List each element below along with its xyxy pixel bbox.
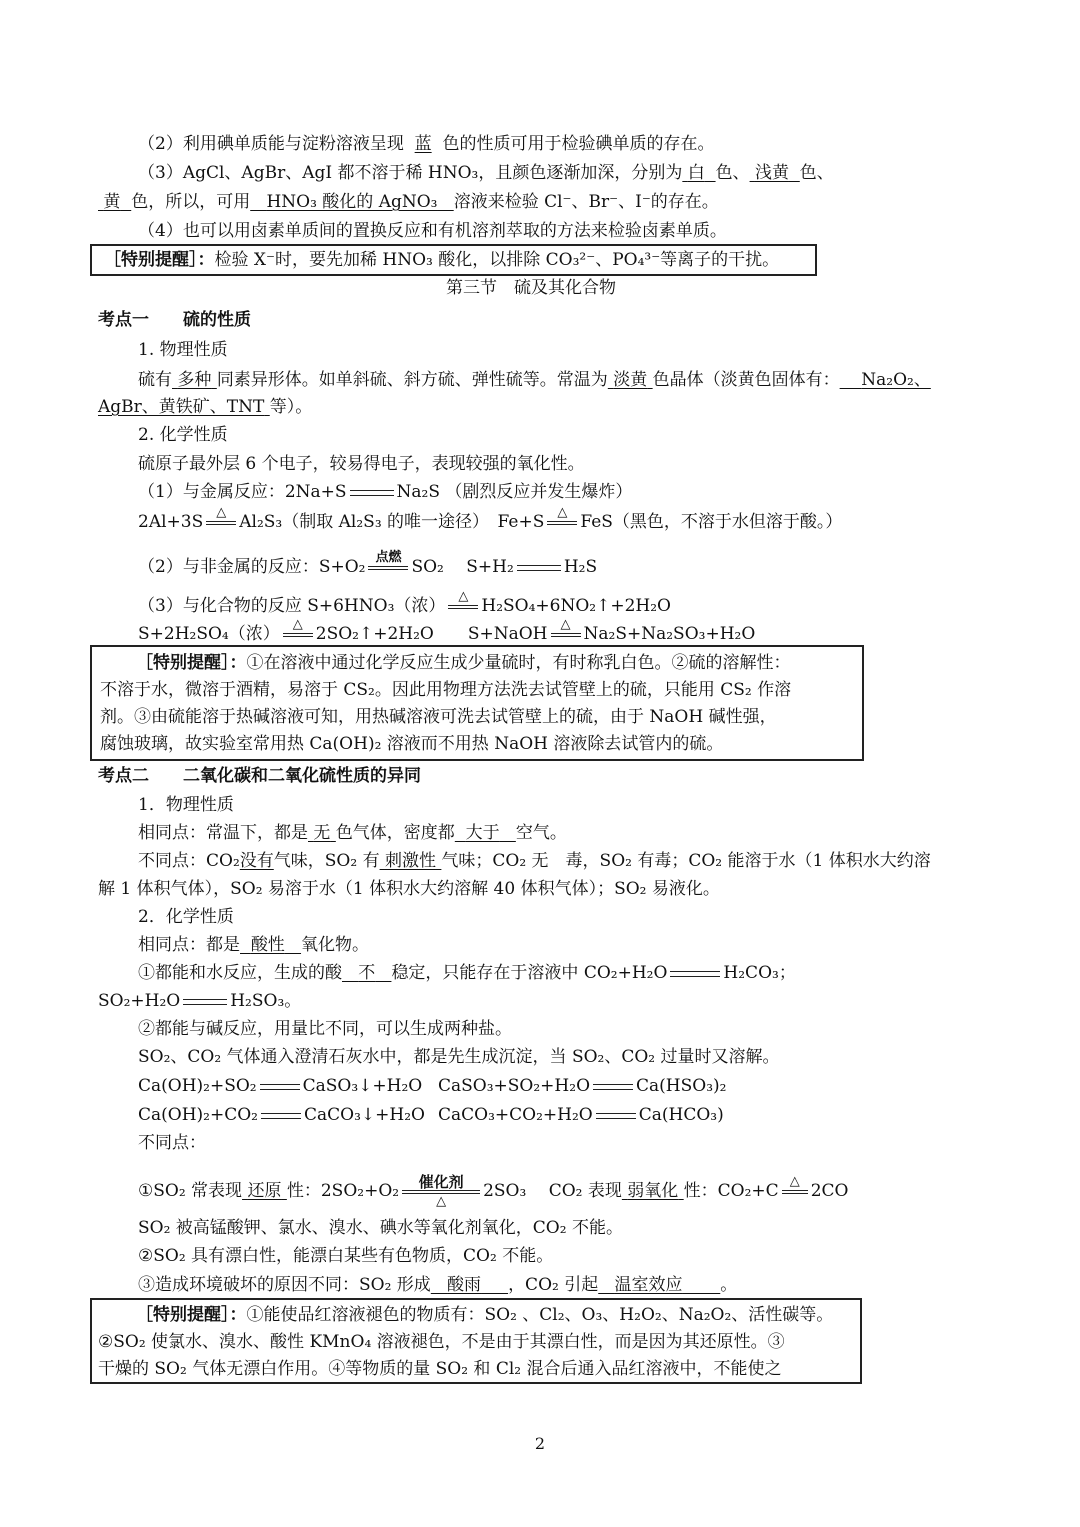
key-point-heading: 考点一 硫的性质 [98,310,251,330]
answer-blank: AgBr、黄铁矿、TNT [98,397,265,417]
heat-condition: △ [216,504,227,520]
heat-equals-sign [448,588,478,609]
reaction-line: ①SO₂ 常表现 还原 性：2SO₂+O₂ 催化剂 △ 2SO₃ CO₂ 表现 弱氧化 性：CO₂+C △ 2CO [138,1172,849,1209]
text-line: 不同点：CO₂没有气味，SO₂ 有 刺激性 气味；CO₂ 无 毒，SO₂ 有毒；CO₂ 能溶于水（1 体积水大约溶 [138,851,931,871]
answer-blank: 刺激性 [384,851,436,871]
subsection-title: 2．化学性质 [138,907,234,927]
heat-equals-sign [283,616,313,637]
answer-blank: 浅黄 [754,163,789,183]
heat-condition: △ [458,588,469,604]
heat-condition: △ [436,1193,447,1209]
text-line: ③造成环境破坏的原因不同：SO₂ 形成 酸雨 ，CO₂ 引起 温室效应 。 [138,1275,738,1295]
heat-condition: △ [560,616,571,632]
equals-sign [596,1112,636,1120]
answer-blank: 还原 [247,1181,282,1201]
special-reminder-box: ［特别提醒］：①能使品红溶液褪色的物质有：SO₂ 、Cl₂、O₃、H₂O₂、Na₂O₂、活性碳等。 ②SO₂ 使氯水、溴水、酸性 KMnO₄ 溶液褪色，不是由于其漂白性，而是因为其还原性。③ 干燥的 SO₂ 气体无漂白作用。④等物质的量 SO₂ 和 Cl₂ 混合后通入品红溶液中，不能使之 [90,1298,862,1384]
key-point-heading: 考点二 二氧化碳和二氧化硫性质的异同 [98,766,421,786]
reaction-line: CaCO₃+CO₂+H₂O Ca(HCO₃) [438,1105,724,1125]
special-reminder-box: ［特别提醒］：①在溶液中通过化学反应生成少量硫时，有时称乳白色。②硫的溶解性： 不溶于水，微溶于酒精，易溶于 CS₂。因此用物理方法洗去试管壁上的硫，只能用 CS₂ 作溶 剂。③由硫能溶于热碱溶液可知，用热碱溶液可洗去试管壁上的硫，由于 NaOH 碱性强， 腐蚀玻璃，故实验室常用热 Ca(OH)₂ 溶液而不用热 NaOH 溶液除去试管内的硫。 [90,645,864,761]
answer-blank: 弱氧化 [627,1181,679,1201]
text-line: 解 1 体积气体），SO₂ 易溶于水（1 体积水大约溶解 40 体积气体）；SO₂ 易液化。 [98,879,720,899]
answer-blank: HNO₃ 酸化的 AgNO₃ [266,192,438,212]
answer-blank: Na₂O₂、 [861,370,931,390]
special-reminder-box: ［特别提醒］：检验 X⁻时，要先加稀 HNO₃ 酸化，以排除 CO₃²⁻、PO₄³⁻等离子的干扰。 [90,244,817,276]
reaction-line: （1）与金属反应：2Na+S Na₂S （剧烈反应并发生爆炸） [138,482,633,502]
text-line: ①都能和水反应，生成的酸 不 稳定，只能存在于溶液中 CO₂+H₂O H₂CO₃； [138,963,796,983]
answer-blank: 无 [313,823,331,843]
text-line: ②都能与碱反应，用量比不同，可以生成两种盐。 [138,1019,512,1039]
reaction-line: CaSO₃+SO₂+H₂O Ca(HSO₃)₂ [438,1076,727,1096]
ignite-equals-sign [368,549,408,570]
ignite-condition: 点燃 [375,549,402,565]
answer-blank: 黄 [103,192,121,212]
answer-blank: 酸性 [250,935,285,955]
answer-blank: 白 [687,163,705,183]
reaction-line: （2）与非金属的反应：S+O₂ 点燃 SO₂ S+H₂ H₂S [138,549,598,577]
subsection-title: 2. 化学性质 [138,425,228,445]
text-line: AgBr、黄铁矿、TNT 等）。 [98,397,313,417]
answer-blank: 蓝 [414,134,432,154]
heat-condition: △ [557,504,568,520]
reaction-line: Ca(OH)₂+SO₂ CaSO₃↓+H₂O [138,1076,423,1096]
heat-equals-sign [206,504,236,525]
answer-blank: 温室效应 [614,1275,683,1295]
section-title: 第三节 硫及其化合物 [446,278,616,298]
page-number: 2 [534,1434,546,1453]
answer-blank: 没有 [239,851,274,871]
reaction-line: Ca(OH)₂+CO₂ CaCO₃↓+H₂O [138,1105,425,1125]
equals-sign [260,1083,300,1091]
reminder-label: ［特别提醒］： [136,1305,247,1325]
reaction-line: 2Al+3S △ Al₂S₃（制取 Al₂S₃ 的唯一途径） Fe+S △ FeS（黑色，不溶于水但溶于酸。） [138,504,843,532]
heat-condition: △ [292,616,303,632]
heat-equals-sign [547,504,577,525]
text-line: ②SO₂ 具有漂白性，能漂白某些有色物质，CO₂ 不能。 [138,1246,554,1266]
subsection-title: 1．物理性质 [138,795,234,815]
text-line: （3）AgCl、AgBr、AgI 都不溶于稀 HNO₃，且颜色逐渐加深，分别为 白 色、 浅黄 色、 [138,163,834,183]
heat-condition: △ [789,1173,800,1189]
answer-blank: 多种 [177,370,212,390]
text-line: 不同点： [138,1133,206,1153]
answer-blank: 大于 [465,823,500,843]
reaction-line: （3）与化合物的反应 S+6HNO₃（浓） △ H₂SO₄+6NO₂↑+2H₂O [138,588,671,616]
text-line: 黄 色，所以，可用 HNO₃ 酸化的 AgNO₃ 溶液来检验 Cl⁻、Br⁻、I⁻的存在。 [98,192,719,212]
reversible-sign [183,998,227,1006]
text-line: （2）利用碘单质能与淀粉溶液呈现 蓝 色的性质可用于检验碘单质的存在。 [138,134,715,154]
catalyst-condition: 催化剂 [418,1172,464,1191]
reminder-label: ［特别提醒］： [136,653,247,673]
text-line: SO₂、CO₂ 气体通入澄清石灰水中，都是先生成沉淀，当 SO₂、CO₂ 过量时又溶解。 [138,1047,780,1067]
equals-sign [350,489,394,497]
equals-sign [517,564,561,572]
text-line: SO₂+H₂O H₂SO₃。 [98,991,302,1011]
heat-equals-sign [551,616,581,637]
reminder-label: ［特别提醒］： [104,250,215,270]
answer-blank: 酸雨 [447,1275,482,1295]
subsection-title: 1. 物理性质 [138,340,228,360]
text-line: 硫原子最外层 6 个电子，较易得电子，表现较强的氧化性。 [138,454,585,474]
text-line: 硫有 多种 同素异形体。如单斜硫、斜方硫、弹性硫等。常温为 淡黄 色晶体（淡黄色固体有： Na₂O₂、 [138,370,931,390]
answer-blank: 淡黄 [613,370,648,390]
answer-blank: 不 [358,963,376,983]
heat-equals-sign [782,1173,808,1194]
equals-sign [261,1112,301,1120]
text-line: SO₂ 被高锰酸钾、氯水、溴水、碘水等氧化剂氧化，CO₂ 不能。 [138,1218,623,1238]
text-line: 相同点：都是 酸性 氧化物。 [138,935,370,955]
equals-sign [593,1083,633,1091]
reaction-line: S+2H₂SO₄（浓） △ 2SO₂↑+2H₂O S+NaOH △ Na₂S+Na₂SO₃+H₂O [138,616,756,644]
reversible-sign [670,970,720,978]
text-line: （4）也可以用卤素单质间的置换反应和有机溶剂萃取的方法来检验卤素单质。 [138,221,727,241]
text-line: 相同点：常温下，都是 无 色气体，密度都 大于 空气。 [138,823,567,843]
catalyst-reversible-sign [402,1172,480,1209]
